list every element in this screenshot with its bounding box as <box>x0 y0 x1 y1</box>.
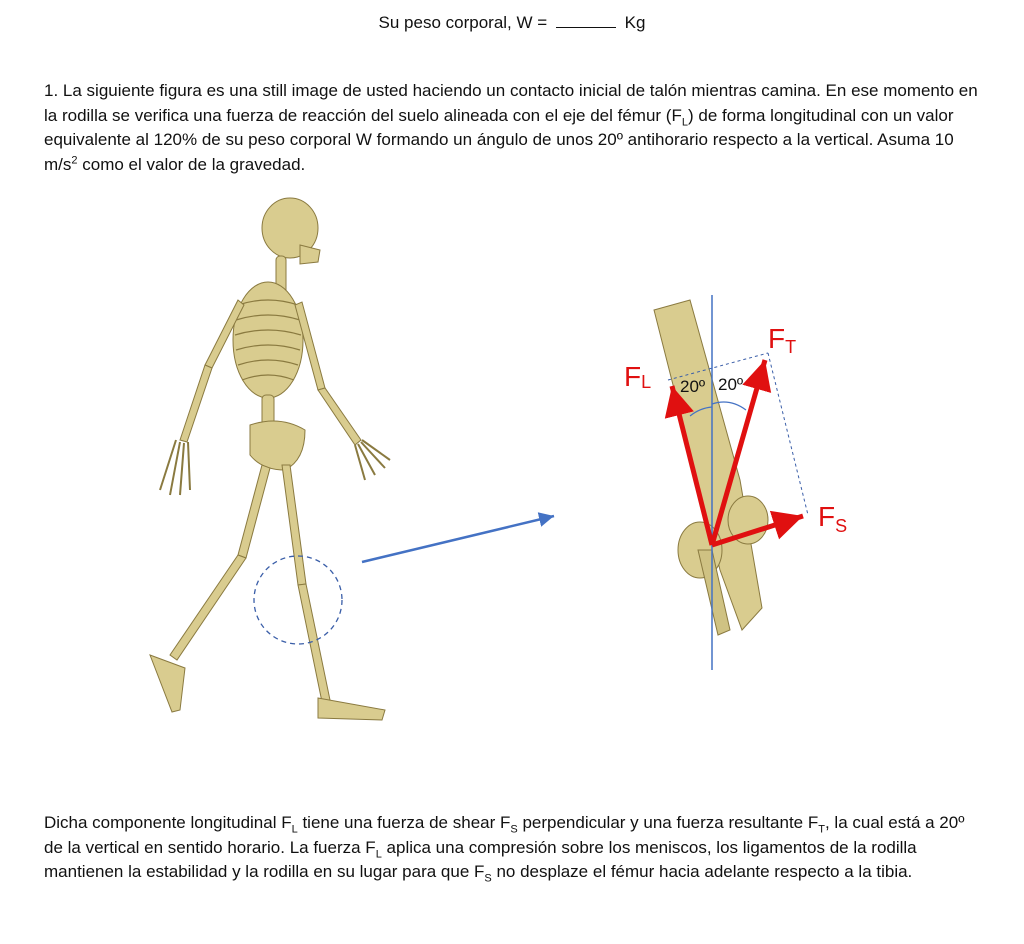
parallelogram-right <box>768 353 808 515</box>
zoom-arrow <box>362 516 554 562</box>
angle-label-left: 20º <box>680 377 706 396</box>
explanation-paragraph: Dicha componente longitudinal $F_L$ tiene una fuerza de shear $F_S$ perpendicular y una fuerza resultante $F_T$, la cual está a 20º de la vertical en sentido horario. La fuerza $F_L$ aplica una compresión sobre los meniscos, los ligamentos de la rodilla mantienen la estabilidad y la rodilla en su lugar para que $F_S$ no desplaze el fémur hacia adelante respecto a la tibia. <box>44 813 965 885</box>
pelvis <box>250 421 305 470</box>
angle-label-right: 20º <box>718 375 744 394</box>
walking-skeleton-figure <box>0 190 1024 750</box>
knee-closeup <box>654 300 768 635</box>
fl-label: FL <box>624 361 652 392</box>
body-weight-line <box>0 12 1024 34</box>
question-number: 1. <box>44 81 59 100</box>
weight-label: Su peso corporal, W = <box>378 13 548 32</box>
fs-label: $F_S$ <box>818 501 848 536</box>
ft-label: FT <box>768 323 797 357</box>
skeleton-illustration <box>150 198 390 720</box>
weight-unit: Kg <box>624 13 646 32</box>
question-1-text: 1. La siguiente figura es una still image de usted haciendo un contacto inicial de talón mientras camina. En ese momento en la rodilla se verifica una fuerza de reacción del suelo alineada con el eje del fémur $(F_L)$ de forma longitudinal con un valor equivalente al 120% de su peso corporal W formando un ángulo de unos 20º antihorario respecto a la vertical. Asuma 10 $m/s^2$ como el valor de la gravedad. <box>44 81 978 174</box>
weight-blank[interactable] <box>556 12 616 28</box>
